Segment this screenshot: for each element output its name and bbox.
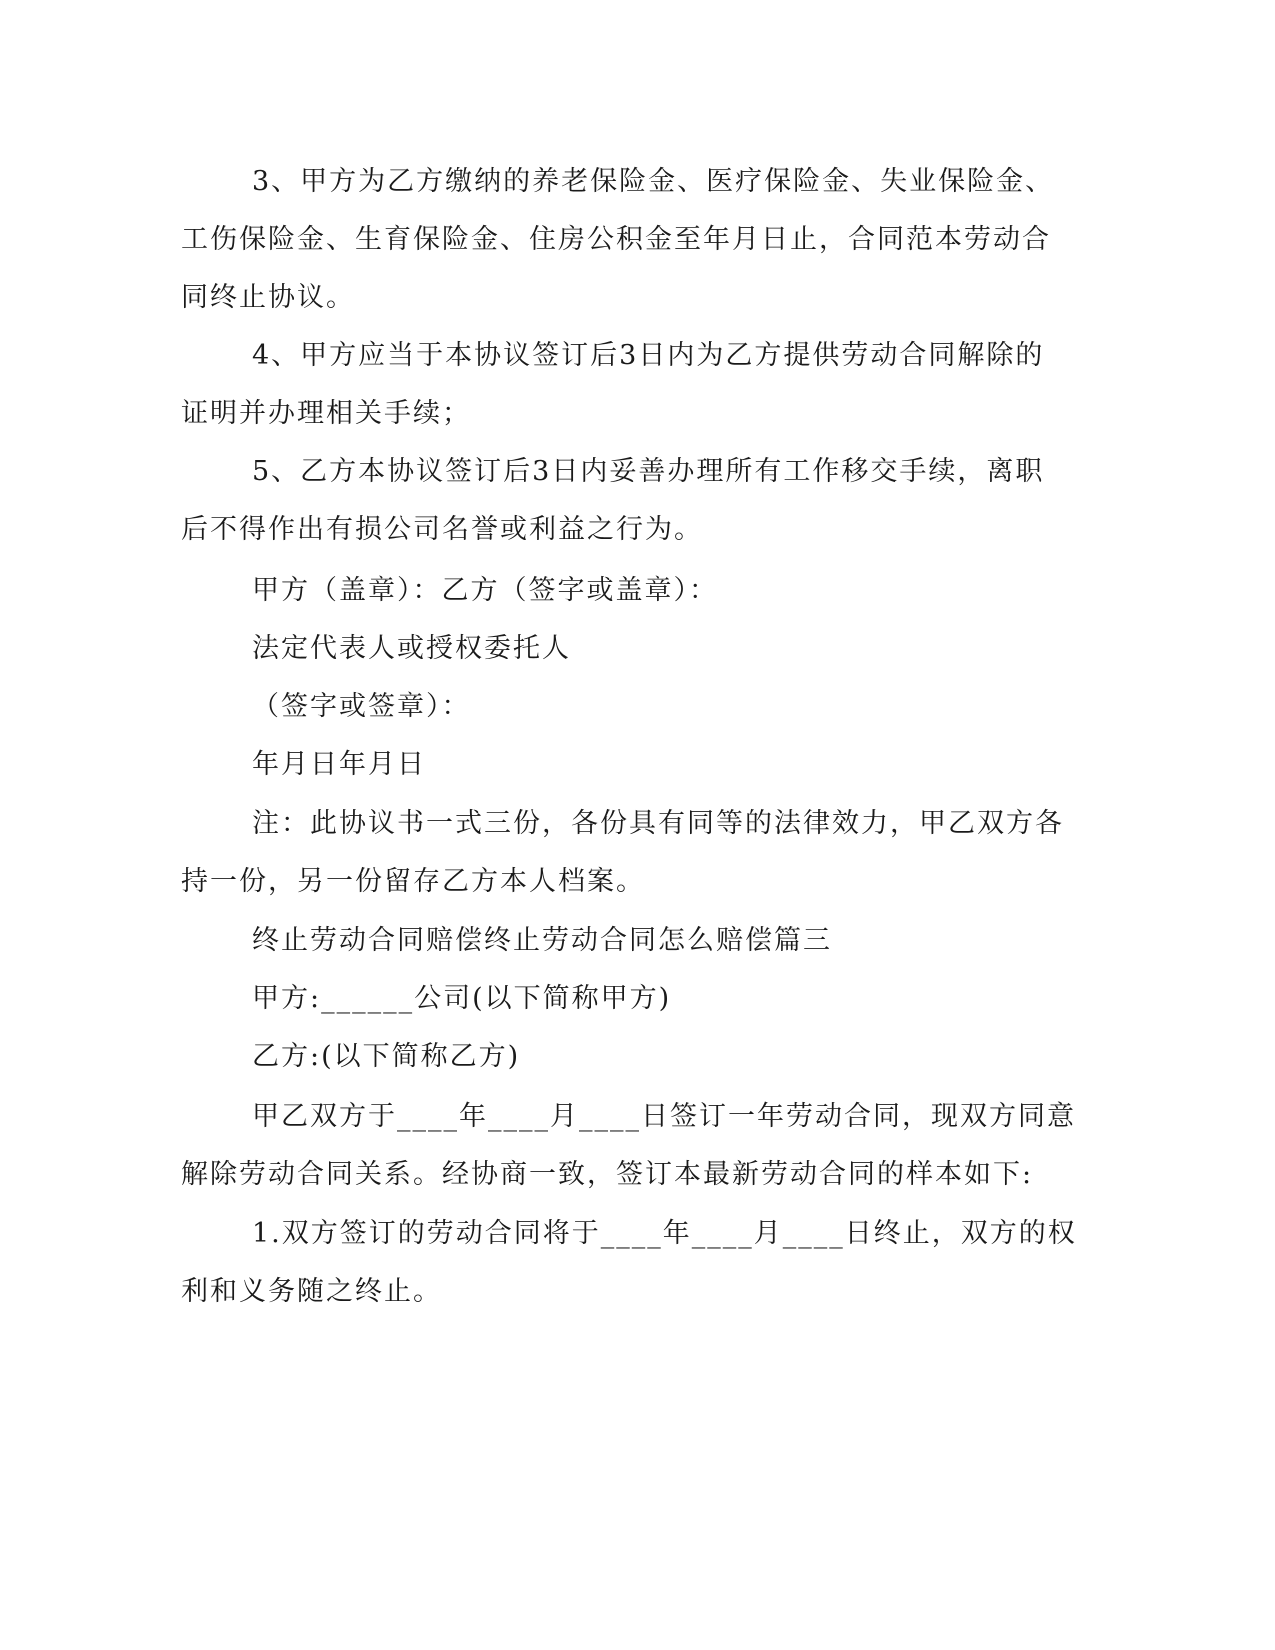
- text-line-2: 工伤保险金、生育保险金、住房公积金至年月日止，合同范本劳动合: [181, 224, 1051, 255]
- party-a-line: 甲方:______公司(以下简称甲方): [252, 983, 672, 1014]
- agreement-line-2: 解除劳动合同关系。经协商一致，签订本最新劳动合同的样本如下:: [181, 1159, 1034, 1190]
- signature-party-line: 甲方（盖章）：乙方（签字或盖章）：: [252, 575, 718, 606]
- text-line-6: 5、乙方本协议签订后3日内妥善办理所有工作移交手续，离职: [252, 456, 1045, 487]
- note-line-2: 持一份，另一份留存乙方本人档案。: [181, 866, 645, 897]
- sign-or-stamp-line: （签字或签章）：: [252, 691, 471, 722]
- text-line-5: 证明并办理相关手续；: [181, 398, 471, 429]
- agreement-line-1: 甲乙双方于____年____月____日签订一年劳动合同，现双方同意: [252, 1101, 1076, 1132]
- legal-representative-line: 法定代表人或授权委托人: [252, 633, 571, 664]
- date-line: 年月日年月日: [252, 749, 426, 780]
- text-line-4: 4、甲方应当于本协议签订后3日内为乙方提供劳动合同解除的: [252, 340, 1045, 371]
- party-b-line: 乙方:(以下简称乙方): [252, 1041, 521, 1072]
- clause-1-line-1: 1.双方签订的劳动合同将于____年____月____日终止，双方的权: [252, 1218, 1077, 1249]
- text-line-1: 3、甲方为乙方缴纳的养老保险金、医疗保险金、失业保险金、: [252, 166, 1055, 197]
- text-line-3: 同终止协议。: [181, 282, 355, 313]
- note-line-1: 注：此协议书一式三份，各份具有同等的法律效力，甲乙双方各: [252, 808, 1064, 839]
- clause-1-line-2: 利和义务随之终止。: [181, 1276, 442, 1307]
- text-line-7: 后不得作出有损公司名誉或利益之行为。: [181, 514, 703, 545]
- section-heading: 终止劳动合同赔偿终止劳动合同怎么赔偿篇三: [252, 925, 832, 956]
